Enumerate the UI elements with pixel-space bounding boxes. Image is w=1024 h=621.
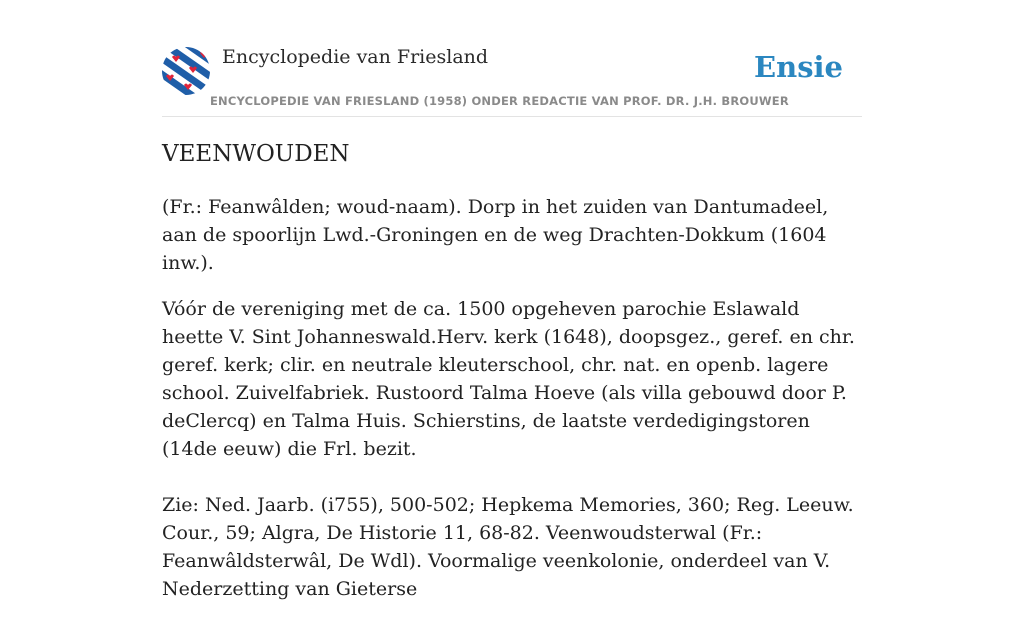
article	[162, 138, 862, 621]
site-header	[162, 44, 862, 117]
site-title[interactable]: Encyclopedie van Friesland	[222, 46, 489, 68]
friesland-flag-icon[interactable]	[162, 47, 210, 95]
ensie-logo-link[interactable]: Ensie	[754, 50, 843, 84]
article-paragraph: (Fr.: Feanwâlden; woud-naam). Dorp in het zuiden van Dantumadeel, aan de spoorlijn Lwd.-Groningen en de weg Drachten-Dokkum (1604 inw.).	[162, 196, 829, 274]
article-paragraph: Vóór de vereniging met de ca. 1500 opgeheven parochie Eslawald heette V. Sint Johanneswald.Herv. kerk (1648), doopsgez., geref. en chr. geref. kerk; clir. en neutrale kleuterschool, chr. nat. en openb. lagere school. Zuivelfabriek. Rustoord Talma Hoeve (als villa gebouwd door P. deClercq) en Talma Huis. Schierstins, de laatste verdedigingstoren (14de eeuw) die Frl. bezit.	[162, 298, 855, 460]
article-sources-paragraph: Zie: Ned. Jaarb. (i755), 500-502; Hepkema Memories, 360; Reg. Leeuw. Cour., 59; Algra, De Historie 11, 68-82. Veenwoudsterwal (Fr.: Feanwâldsterwâl, De Wdl). Voormalige veenkolonie, onderdeel van V. Nederzetting van Gieterse	[162, 494, 854, 600]
site-subtitle: ENCYCLOPEDIE VAN FRIESLAND (1958) ONDER REDACTIE VAN PROF. DR. J.H. BROUWER	[210, 94, 789, 108]
article-title: VEENWOUDEN	[162, 141, 350, 167]
